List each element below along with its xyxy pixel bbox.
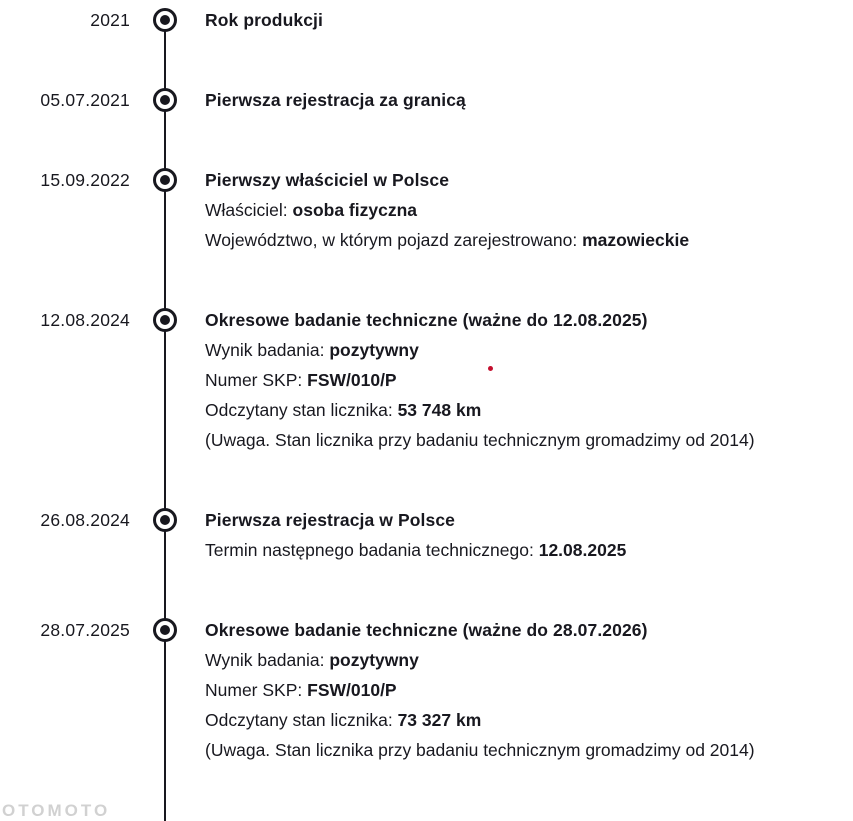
event-detail-line bbox=[205, 705, 790, 735]
timeline-bullet-dot-icon bbox=[160, 515, 170, 525]
timeline-bullet-icon bbox=[153, 88, 177, 112]
marker-column bbox=[130, 615, 200, 642]
event-title: Rok produkcji bbox=[205, 10, 323, 30]
detail-label: (Uwaga. Stan licznika przy badaniu technicznym gromadzimy od 2014) bbox=[205, 740, 755, 760]
event-content bbox=[200, 5, 790, 35]
timeline-event bbox=[0, 505, 853, 565]
event-content bbox=[200, 165, 790, 255]
event-detail-line bbox=[205, 395, 790, 425]
event-date: 2021 bbox=[90, 10, 130, 30]
detail-label: Wynik badania: bbox=[205, 340, 330, 360]
event-detail-line bbox=[205, 735, 790, 765]
event-title: Pierwsza rejestracja za granicą bbox=[205, 90, 466, 110]
event-date: 15.09.2022 bbox=[40, 170, 130, 190]
detail-value: FSW/010/P bbox=[307, 370, 397, 390]
timeline-bullet-icon bbox=[153, 8, 177, 32]
detail-value: pozytywny bbox=[329, 340, 419, 360]
event-content bbox=[200, 85, 790, 115]
event-date: 05.07.2021 bbox=[40, 90, 130, 110]
detail-value: pozytywny bbox=[329, 650, 419, 670]
event-detail-line bbox=[205, 195, 790, 225]
timeline-event bbox=[0, 85, 853, 115]
detail-label: Numer SKP: bbox=[205, 680, 308, 700]
event-content bbox=[200, 505, 790, 565]
detail-label: Numer SKP: bbox=[205, 370, 308, 390]
event-title: Pierwszy właściciel w Polsce bbox=[205, 170, 450, 190]
detail-label: (Uwaga. Stan licznika przy badaniu technicznym gromadzimy od 2014) bbox=[205, 430, 755, 450]
timeline-bullet-icon bbox=[153, 168, 177, 192]
event-detail-line bbox=[205, 225, 790, 255]
event-date: 26.08.2024 bbox=[40, 510, 130, 530]
timeline-bullet-dot-icon bbox=[160, 15, 170, 25]
detail-label: Wynik badania: bbox=[205, 650, 330, 670]
event-detail-line bbox=[205, 535, 790, 565]
timeline-bullet-icon bbox=[153, 508, 177, 532]
timeline-bullet-dot-icon bbox=[160, 175, 170, 185]
event-title: Pierwsza rejestracja w Polsce bbox=[205, 510, 455, 530]
watermark-text: OTOMOTO bbox=[2, 801, 111, 820]
marker-column bbox=[130, 505, 200, 532]
timeline-bullet-dot-icon bbox=[160, 625, 170, 635]
event-content bbox=[200, 305, 790, 455]
marker-column bbox=[130, 85, 200, 112]
marker-column bbox=[130, 165, 200, 192]
detail-label: Termin następnego badania technicznego: bbox=[205, 540, 539, 560]
timeline-bullet-icon bbox=[153, 618, 177, 642]
event-detail-line bbox=[205, 425, 790, 455]
event-detail-line bbox=[205, 675, 790, 705]
timeline-bullet-dot-icon bbox=[160, 315, 170, 325]
detail-label: Właściciel: bbox=[205, 200, 293, 220]
timeline-bullet-icon bbox=[153, 308, 177, 332]
detail-value: 73 327 km bbox=[397, 710, 482, 730]
marker-column bbox=[130, 305, 200, 332]
event-detail-line bbox=[205, 335, 790, 365]
detail-value: mazowieckie bbox=[582, 230, 690, 250]
event-detail-line bbox=[205, 365, 790, 395]
event-detail-line bbox=[205, 645, 790, 675]
event-title: Okresowe badanie techniczne (ważne do 28.07.2026) bbox=[205, 620, 648, 640]
detail-label: Odczytany stan licznika: bbox=[205, 400, 398, 420]
vehicle-history-timeline bbox=[0, 5, 853, 765]
event-date: 12.08.2024 bbox=[40, 310, 130, 330]
timeline-event bbox=[0, 165, 853, 255]
timeline-event bbox=[0, 615, 853, 765]
timeline-event bbox=[0, 5, 853, 35]
detail-value: osoba fizyczna bbox=[292, 200, 417, 220]
red-dot-marker bbox=[488, 366, 493, 371]
detail-value: 53 748 km bbox=[397, 400, 482, 420]
event-content bbox=[200, 615, 790, 765]
detail-label: Województwo, w którym pojazd zarejestrowano: bbox=[205, 230, 583, 250]
timeline-event bbox=[0, 305, 853, 455]
detail-label: Odczytany stan licznika: bbox=[205, 710, 398, 730]
detail-value: FSW/010/P bbox=[307, 680, 397, 700]
marker-column bbox=[130, 5, 200, 32]
event-date: 28.07.2025 bbox=[40, 620, 130, 640]
timeline-bullet-dot-icon bbox=[160, 95, 170, 105]
event-title: Okresowe badanie techniczne (ważne do 12.08.2025) bbox=[205, 310, 648, 330]
detail-value: 12.08.2025 bbox=[538, 540, 627, 560]
